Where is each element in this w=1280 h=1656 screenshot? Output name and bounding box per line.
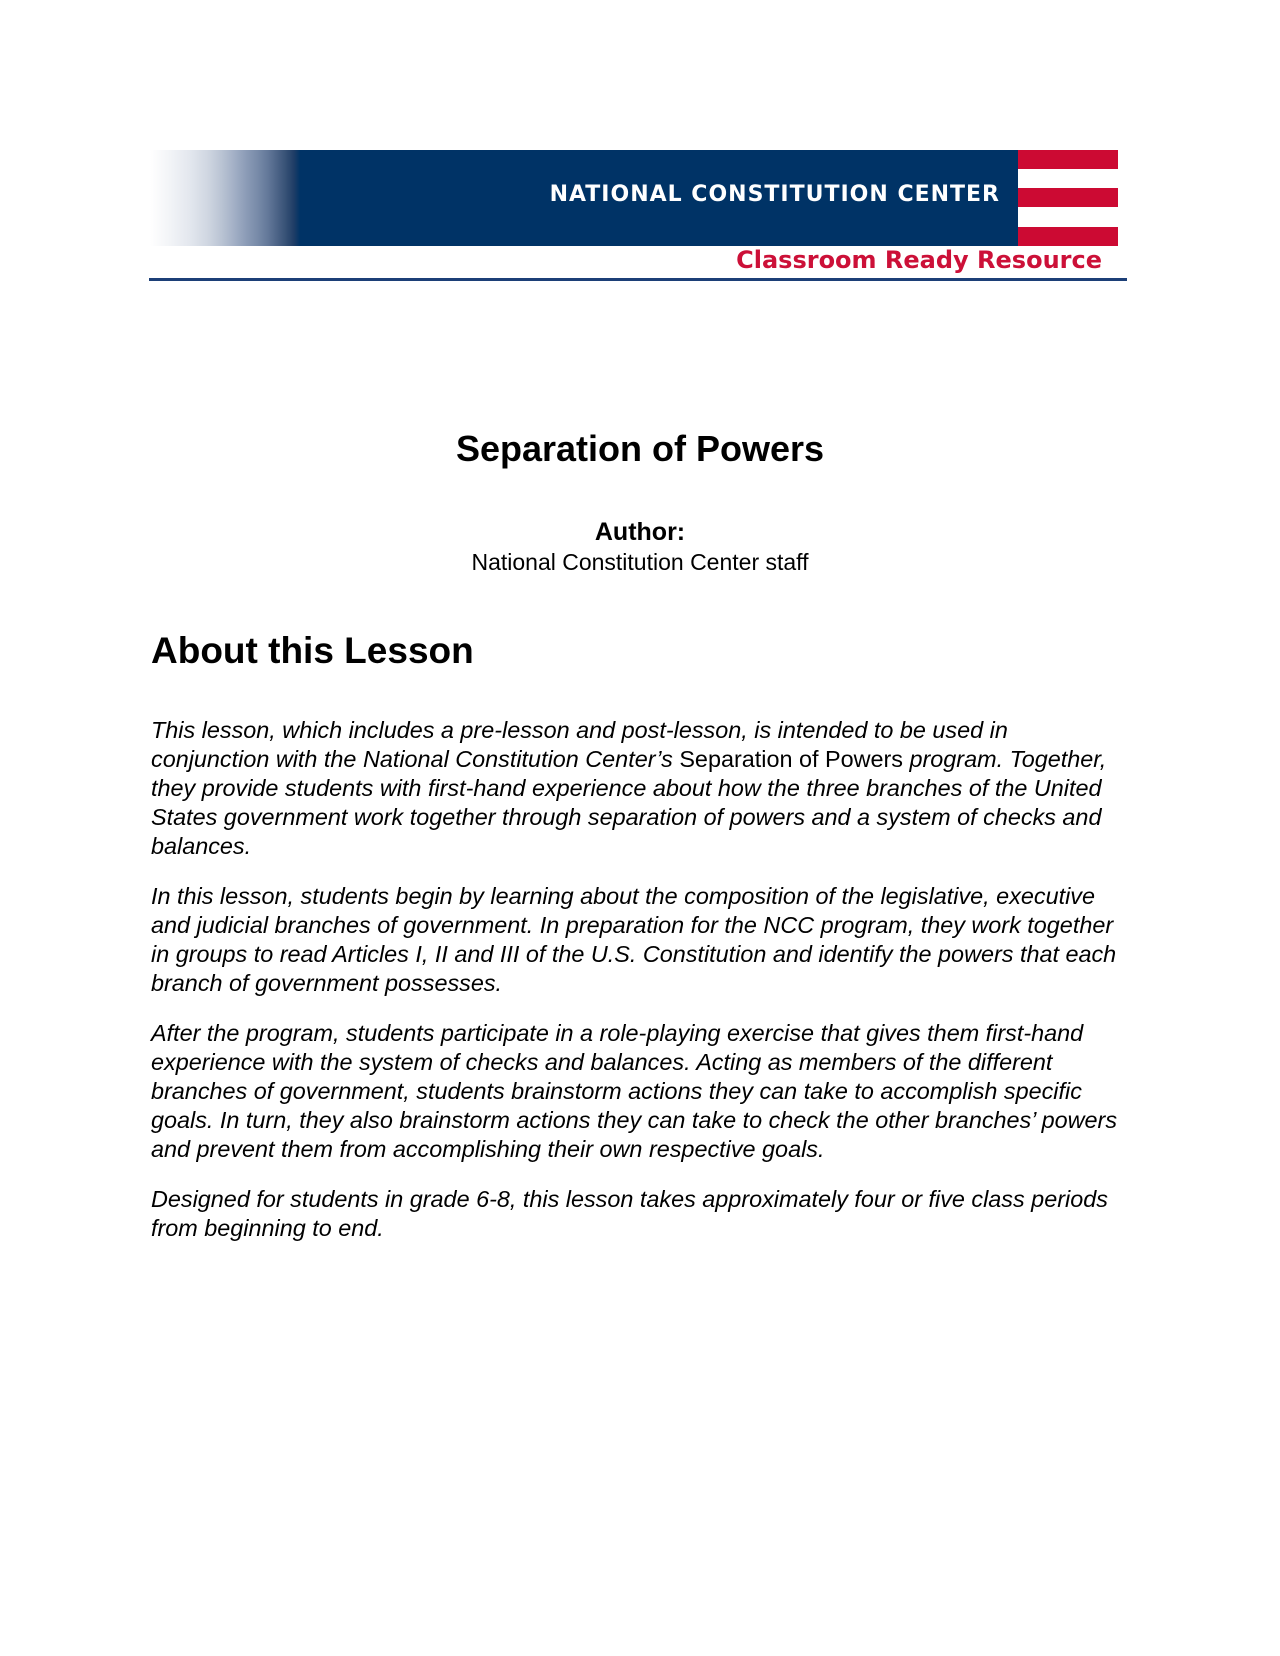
paragraph-audience: Designed for students in grade 6-8, this lesson takes approximately four or five class periods from beginning to end. (151, 1186, 1108, 1241)
flag-stripe (1018, 150, 1118, 169)
flag-stripes-logo (1018, 150, 1118, 246)
document-title: Separation of Powers (455, 428, 825, 469)
author-name: National Constitution Center staff (471, 549, 809, 575)
paragraph-intro-start: This lesson, which includes a pre-lesson and post-lesson, is intended to be used in conjunction with the National Constitution Center’s (151, 717, 1008, 772)
lesson-description (151, 716, 1131, 1264)
paragraph-post-lesson: After the program, students participate in a role-playing exercise that gives them first-hand experience with the system of checks and balances. Acting as members of the different branches of government, students brainstorm actions they can take to accomplish specific goals. In turn, they also brainstorm actions they can take to check the other branches’ powers and prevent them from accomplishing their own respective goals. (151, 1020, 1118, 1162)
flag-stripe (1018, 188, 1118, 207)
header-banner (150, 150, 1118, 280)
paragraph-intro (151, 716, 1131, 861)
banner-subtitle: Classroom Ready Resource (736, 246, 1102, 274)
author-label: Author: (594, 518, 686, 546)
banner-navy-band (150, 150, 1018, 246)
paragraph-pre-lesson: In this lesson, students begin by learning about the composition of the legislative, executive and judicial branches of government. In preparation for the NCC program, they work together in groups to read Articles I, II and III of the U.S. Constitution and identify the powers that each branch of government possesses. (151, 883, 1117, 996)
header-divider (149, 278, 1127, 281)
program-name: Separation of Powers (679, 746, 903, 772)
flag-stripe (1018, 227, 1118, 246)
organization-name: NATIONAL CONSTITUTION CENTER (549, 182, 1000, 207)
section-heading: About this Lesson (151, 630, 474, 671)
paragraph-intro-end: program. Together, they provide students with first-hand experience about how the three branches of the United States government work together through separation of powers and a system of checks and balances. (151, 746, 1107, 859)
